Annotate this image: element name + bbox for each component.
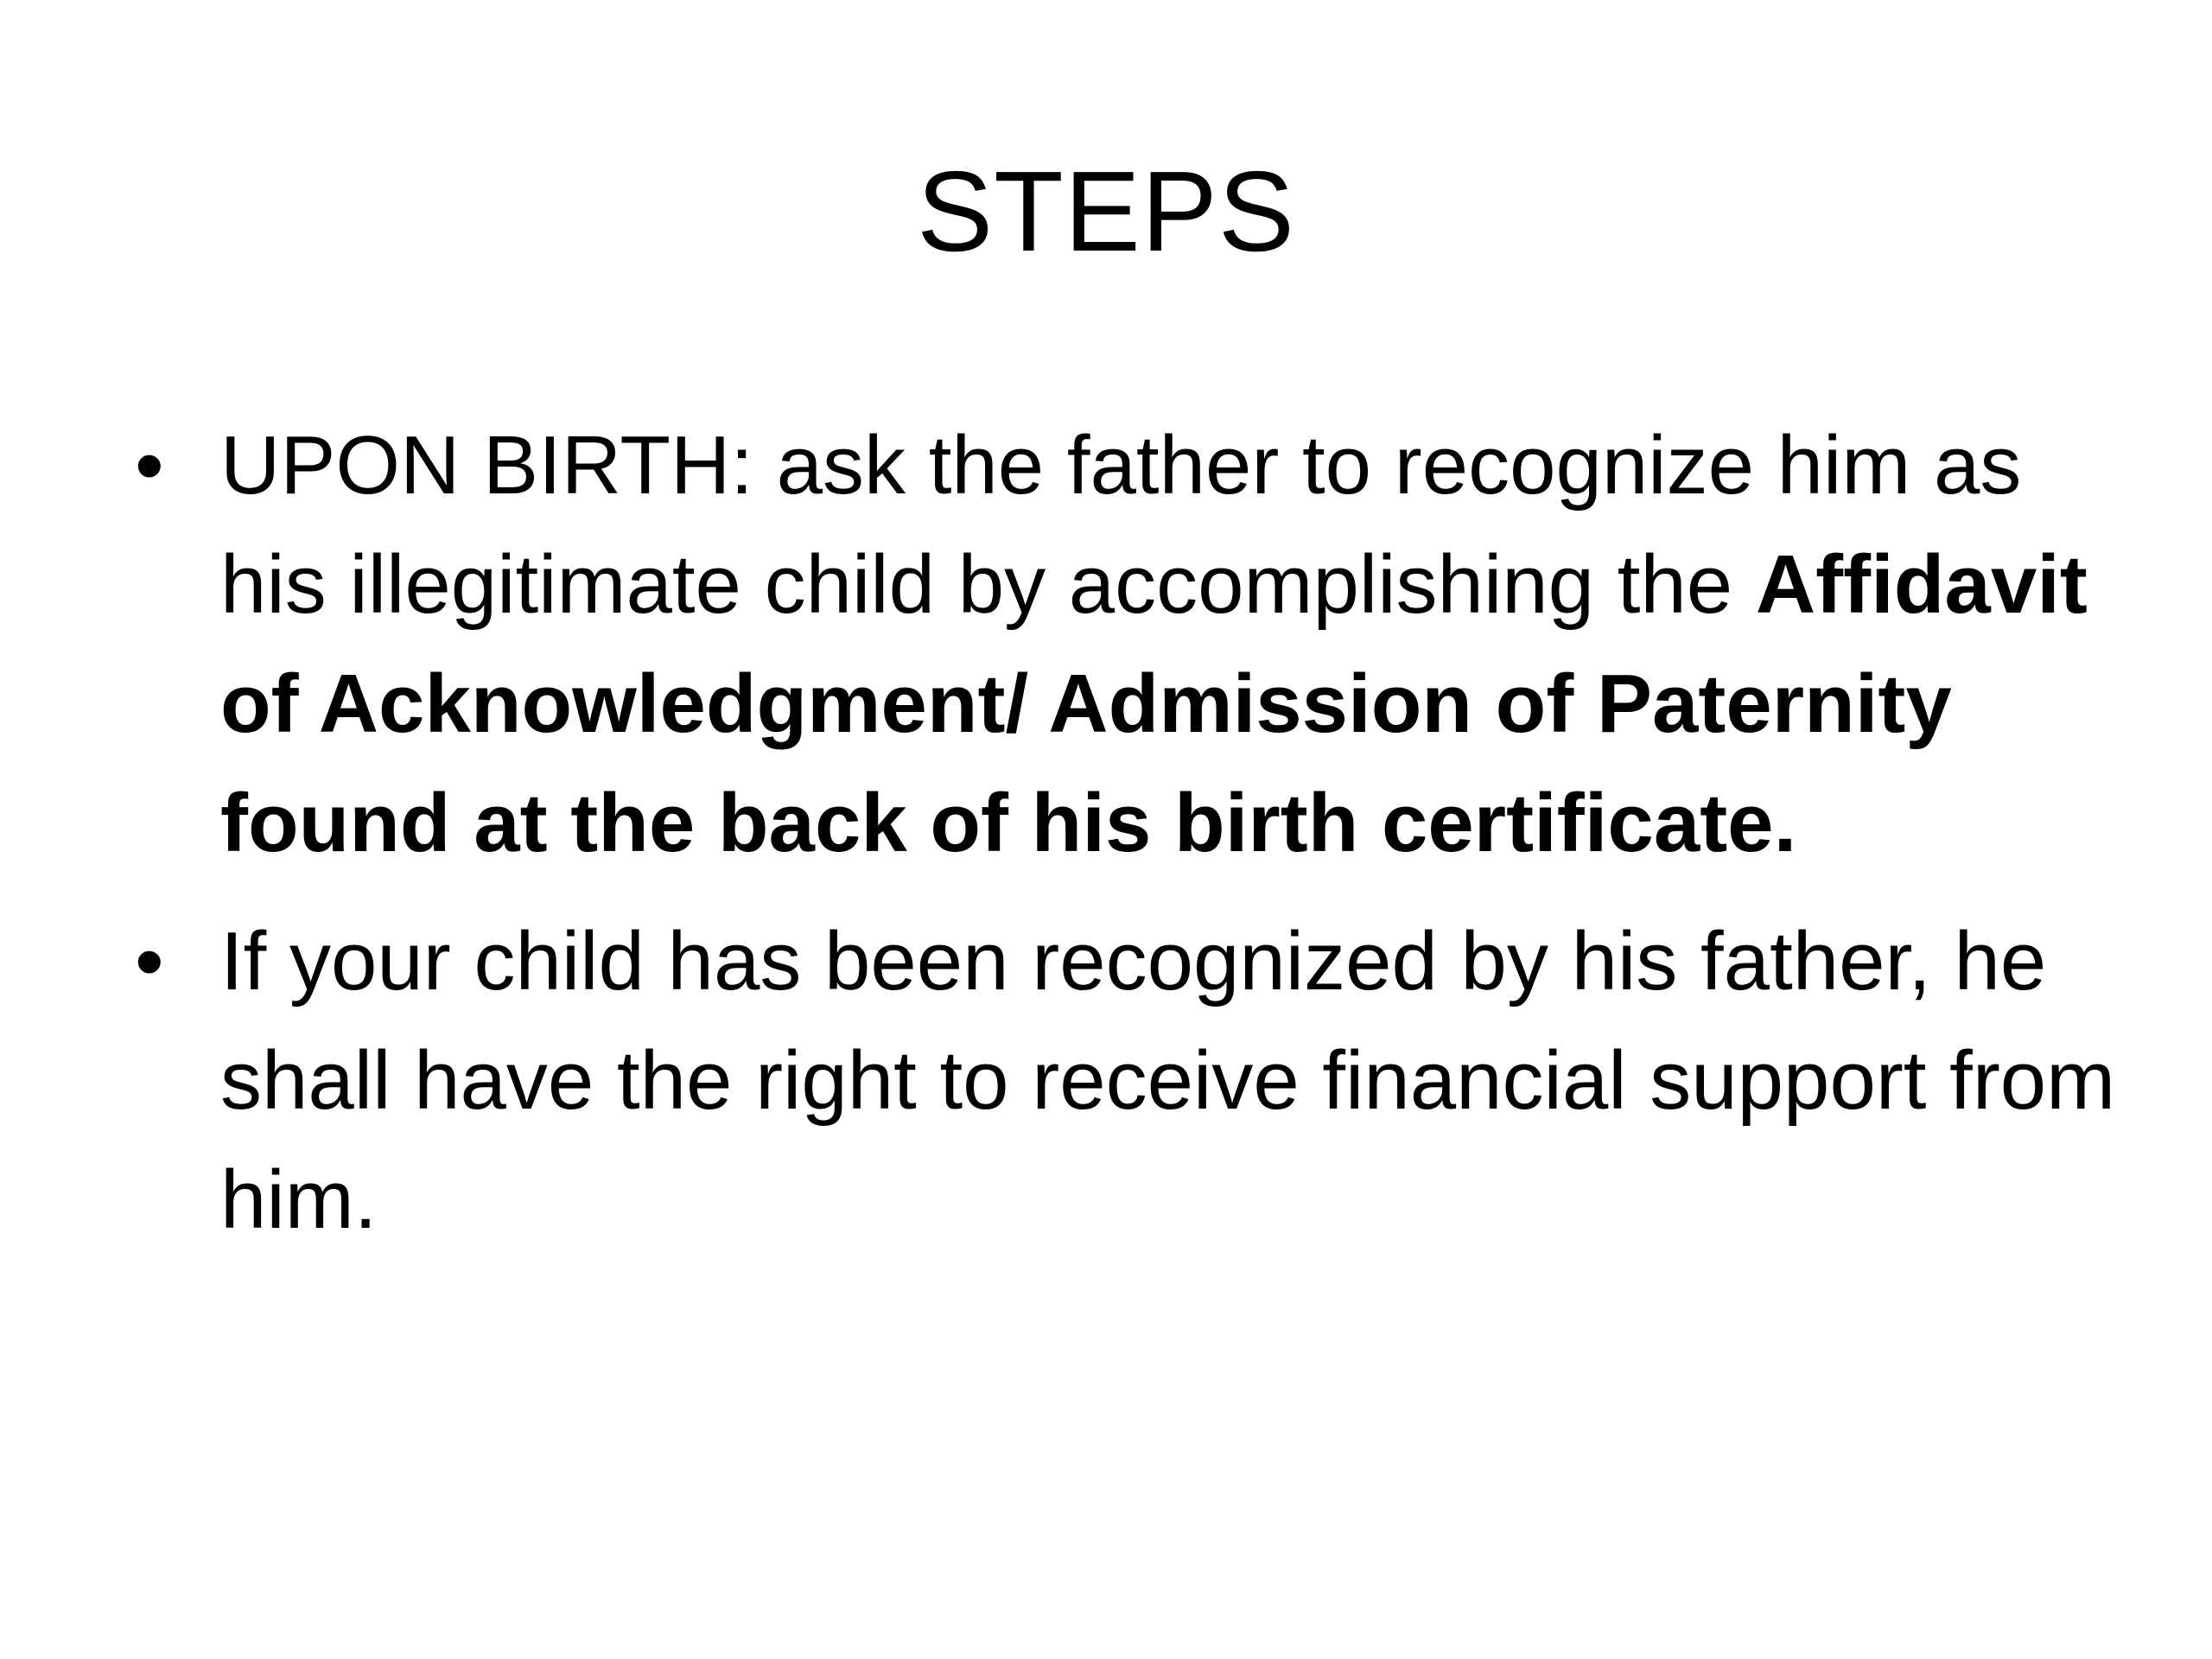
bullet-item-financial-support	[130, 902, 2117, 1260]
bullet-icon: •	[135, 915, 164, 1007]
bullet-text: If your child has been recognized by his father, he shall have the right to receive financial support from him.	[220, 915, 2116, 1246]
bullet-item-upon-birth	[130, 406, 2117, 883]
bullet-list	[130, 406, 2117, 1279]
bullet-bold-text: Affidavit of Acknowledgment/ Admission of Paternity found at the back of his birth certificate.	[220, 538, 2088, 869]
bullet-icon: •	[135, 419, 164, 512]
slide-title: STEPS	[917, 148, 1295, 275]
bullet-text: UPON BIRTH: ask the father to recognize him as his illegitimate child by accomplishing the	[220, 419, 2022, 631]
